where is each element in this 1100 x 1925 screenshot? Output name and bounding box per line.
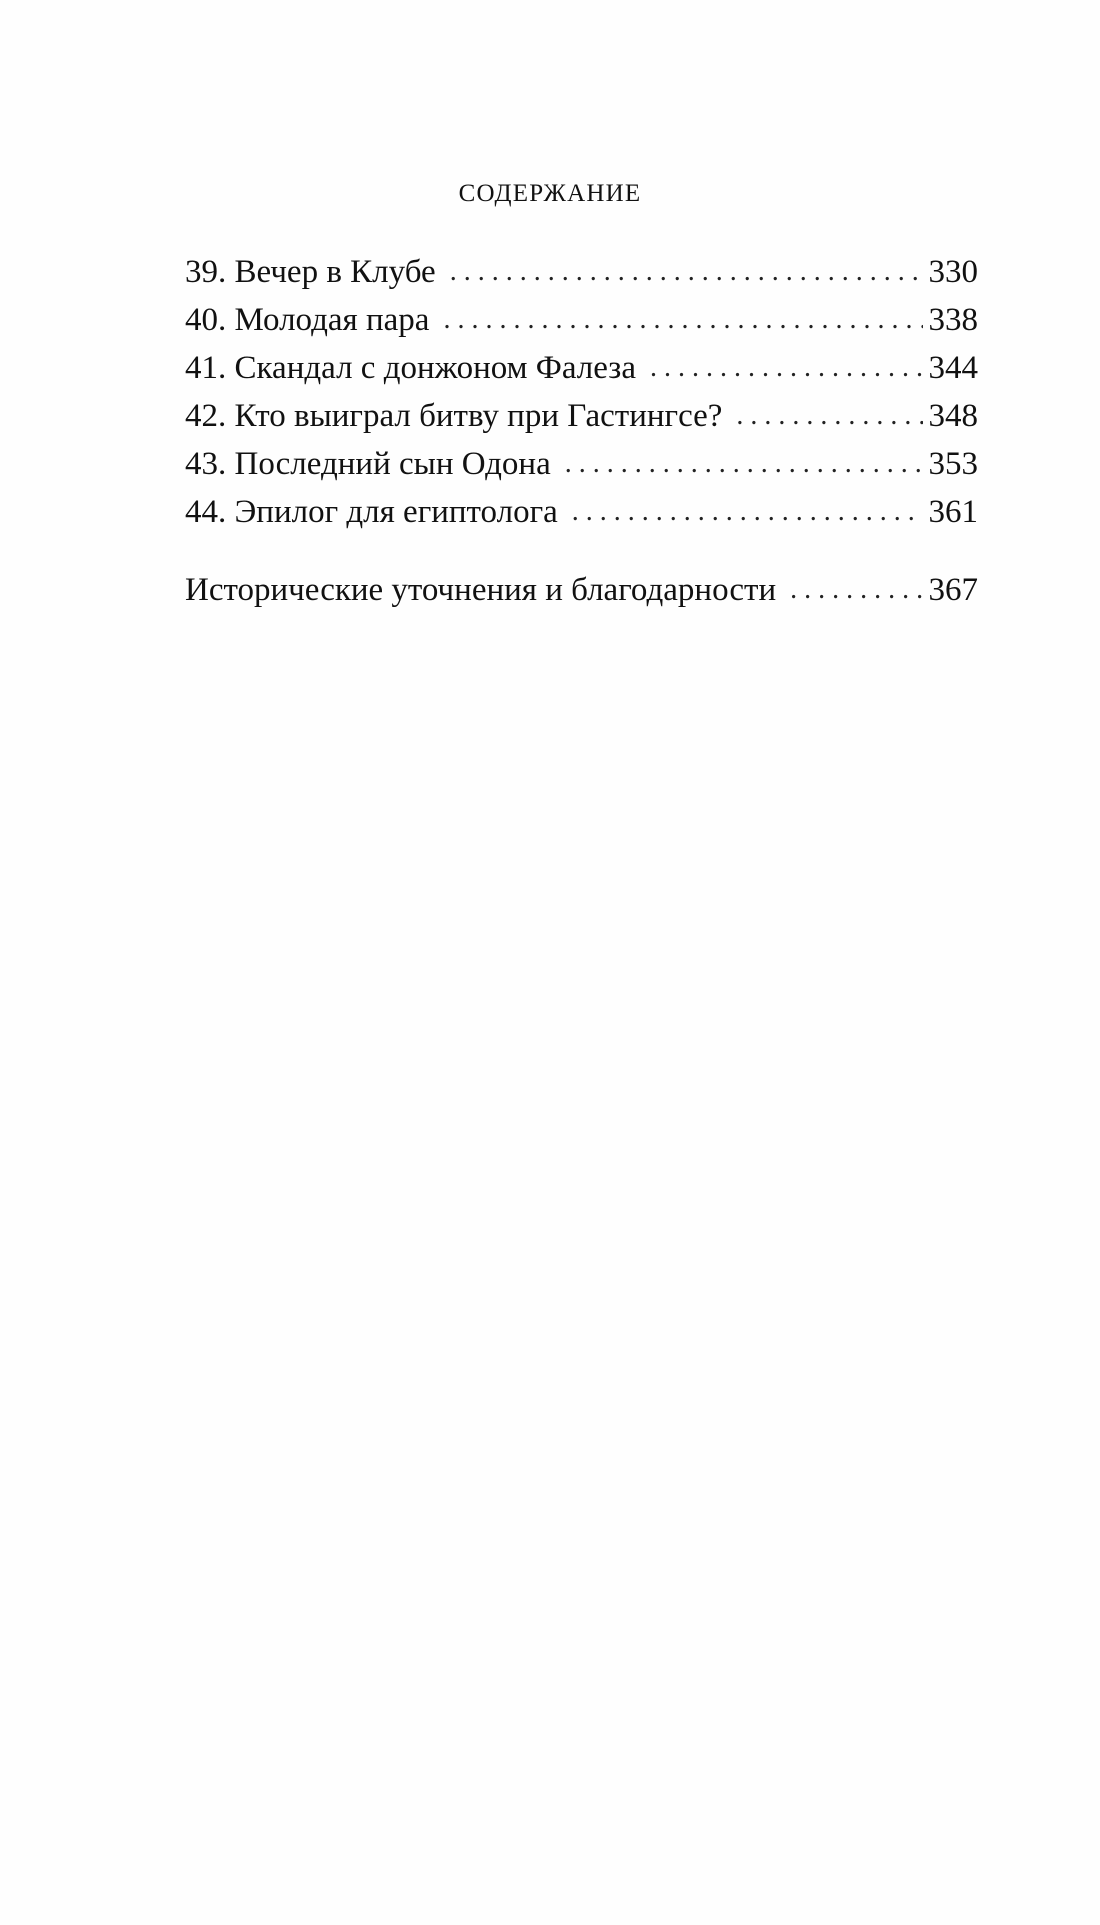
toc-entry-title: 41. Скандал с донжоном Фалеза bbox=[185, 344, 650, 392]
page-title: СОДЕРЖАНИЕ bbox=[458, 180, 642, 207]
toc-entry-title: Исторические уточнения и благодарности bbox=[185, 566, 790, 614]
toc-entry-title: 44. Эпилог для египтолога bbox=[185, 488, 572, 536]
toc-entry bbox=[185, 488, 978, 536]
toc-entry-title: 40. Молодая пара bbox=[185, 296, 443, 344]
toc-appendix-entry bbox=[185, 566, 978, 614]
table-of-contents bbox=[185, 248, 978, 614]
toc-entry-page: 361 bbox=[923, 488, 979, 536]
toc-entry-title: 42. Кто выиграл битву при Гастингсе? bbox=[185, 392, 736, 440]
dot-leader bbox=[450, 248, 923, 296]
toc-entry-title: 43. Последний сын Одона bbox=[185, 440, 565, 488]
dot-leader bbox=[650, 344, 923, 392]
dot-leader bbox=[565, 440, 923, 488]
toc-entry-page: 367 bbox=[923, 566, 979, 614]
toc-entry-page: 348 bbox=[923, 392, 979, 440]
toc-entry-title: 39. Вечер в Клубе bbox=[185, 248, 450, 296]
toc-entry bbox=[185, 344, 978, 392]
toc-entry bbox=[185, 248, 978, 296]
toc-entry bbox=[185, 440, 978, 488]
toc-entry bbox=[185, 392, 978, 440]
toc-entry-page: 338 bbox=[923, 296, 979, 344]
toc-entry-page: 330 bbox=[923, 248, 979, 296]
toc-entry-page: 353 bbox=[923, 440, 979, 488]
toc-entry-page: 344 bbox=[923, 344, 979, 392]
toc-entry bbox=[185, 296, 978, 344]
dot-leader bbox=[443, 296, 922, 344]
dot-leader bbox=[736, 392, 922, 440]
dot-leader bbox=[572, 488, 923, 536]
dot-leader bbox=[790, 566, 922, 614]
